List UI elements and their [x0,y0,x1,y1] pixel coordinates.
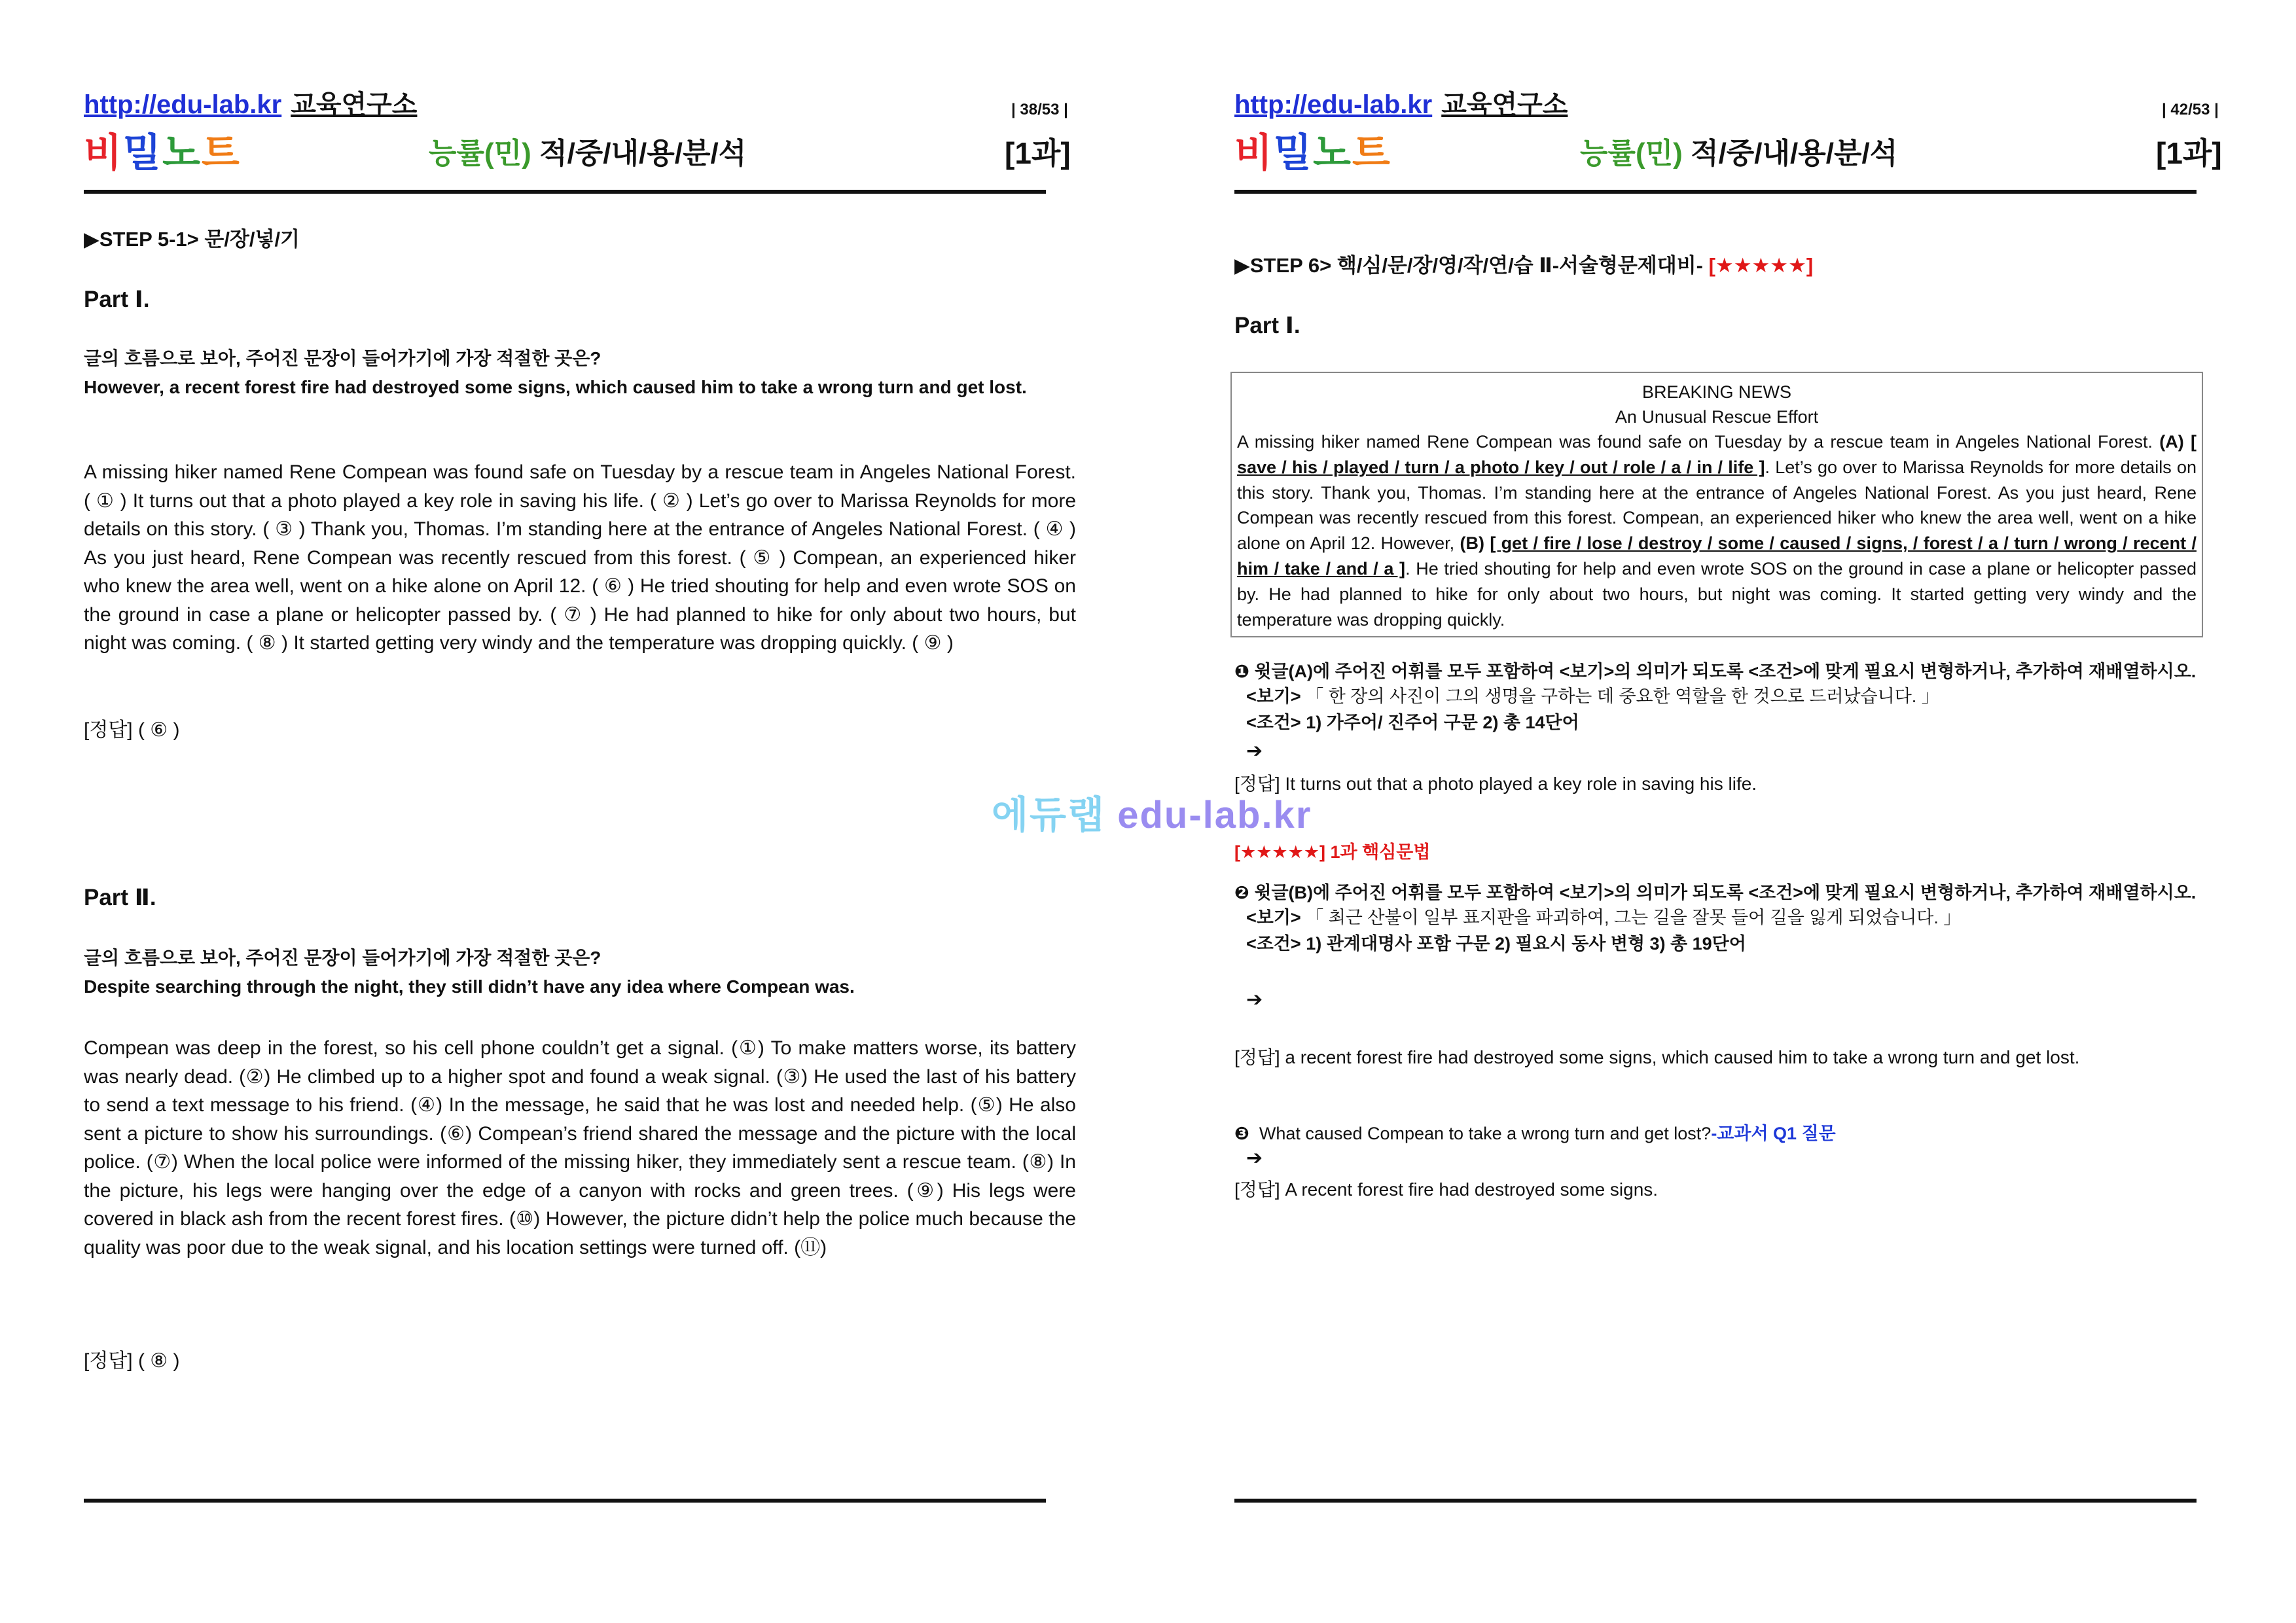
q1-instruction: ❶ 윗글(A)에 주어진 어휘를 모두 포함하여 <보기>의 의미가 되도록 <조건>에 맞게 필요시 변형하거나, 추가하여 재배열하시오. [1234,662,2197,681]
q3-question: ❸ What caused Compean to take a wrong turn and get lost?-교과서 Q1 질문 [1234,1124,1836,1143]
footer-divider [1234,1499,2197,1503]
part-2-given-sentence: Despite searching through the night, they still didn’t have any idea where Compean was. [84,976,855,997]
q3-tag: -교과서 Q1 질문 [1711,1124,1836,1143]
header-url-line [84,84,417,121]
site-link[interactable]: http://edu-lab.kr [1234,90,1433,119]
part-1-title: Part Ⅰ. [1234,313,1300,338]
news-passage-box [1230,372,2203,637]
logo: 비밀노트 [1234,131,1391,175]
watermark: 에듀랩 edu-lab.kr [992,794,1312,836]
part-2-question: 글의 흐름으로 보아, 주어진 문장이 들어가기에 가장 적절한 곳은? Despite searching through the night, they still didn’t have any idea where Compean was. [84,944,1076,1001]
q1-bogi: <보기> 「 한 장의 사진이 그의 생명을 구하는 데 중요한 역할을 한 것으로 드러났습니다. 」 [1246,687,1939,706]
difficulty-stars: [★★★★★] [1708,254,1814,277]
header-divider [84,190,1046,194]
part-1-passage: A missing hiker named Rene Compean was found safe on Tuesday by a rescue team in Angeles National Forest. ( ① ) It turns out that a photo played a key role in saving his life. ( ② ) Let’s go over to Marissa Reynolds for more details on this story. ( ③ ) Thank you, Thomas. I’m standing here at the entrance of Angeles National Forest. ( ④ ) As you just heard, Rene Compean was recently rescued from this forest. ( ⑤ ) Compean, an experienced hiker who knew the area well, went on a hike alone on April 12. ( ⑥ ) He tried shouting for help and even wrote SOS on the ground in case a plane or helicopter passed by. ( ⑦ ) He had planned to hike for only about two hours, but night was coming. ( ⑧ ) It started getting very windy and the temperature was dropping quickly. ( ⑨ ) [84,461,1076,654]
logo: 비밀노트 [84,131,241,175]
label-a: (A) [2159,432,2184,452]
part-1-title: Part Ⅰ. [84,287,150,312]
section-title: 적/중/내/용/분/석 [1691,137,1898,169]
subject-title [429,130,746,171]
site-link[interactable]: http://edu-lab.kr [84,90,282,119]
label-b: (B) [1460,533,1484,554]
part-2-title: Part Ⅱ. [84,885,156,910]
word-bank-b: [ get / fire / lose / destroy / some / caused / signs, / forest / a / turn / wrong / recent / him / take / and / a ] [1237,533,2197,579]
right-page [1148,0,2296,1623]
q2-bogi: <보기> 「 최근 산불이 일부 표지판을 파괴하여, 그는 길을 잘못 들어 길을 잃게 되었습니다. 」 [1246,908,1962,927]
q1-answer: [정답] It turns out that a photo played a key role in saving his life. [1234,774,1757,794]
q2-answer: [정답] a recent forest fire had destroyed some signs, which caused him to take a wrong turn and get lost. [1234,1047,2080,1067]
lesson-label: [1과] [1005,136,1071,170]
part-2-answer: [정답] ( ⑧ ) [84,1350,180,1372]
step-title: ▶STEP 5-1> 문/장/넣/기 [84,228,300,251]
news-subtitle: An Unusual Rescue Effort [1615,407,1819,427]
section-title: 적/중/내/용/분/석 [539,137,747,169]
subject-title [1580,130,1897,171]
lesson-label: [1과] [2156,136,2222,170]
part-2-passage: Compean was deep in the forest, so his cell phone couldn’t get a signal. (①) To make matters worse, its battery was nearly dead. (②) He climbed up to a higher spot and found a weak signal. (③) He used the last of his battery to send a text message to his friend. (④) In the message, he said that he was lost and needed help. (⑤) He also sent a picture to show his surroundings. (⑥) Compean’s friend shared the message and the picture with the local police. (⑦) When the local police were informed of the missing hiker, they immediately sent a rescue team. (⑧) In the picture, his legs were hanging over the edge of a canyon with rocks and green trees. (⑨) His legs were covered in black ash from the recent forest fires. (⑩) However, the picture didn’t help the police much because the quality was poor due to the weak signal, and his location settings were turned off. (⑪) [84,1037,1076,1258]
q1-arrow: ➔ [1246,740,1263,762]
org-name: 교육연구소 [291,90,418,119]
news-title: BREAKING NEWS [1641,382,1792,402]
org-name: 교육연구소 [1441,90,1568,119]
publisher: 능률(민) [1580,137,1683,169]
q2-instruction: ❷ 윗글(B)에 주어진 어휘를 모두 포함하여 <보기>의 의미가 되도록 <조건>에 맞게 필요시 변형하거나, 추가하여 재배열하시오. [1234,883,2197,902]
part-1-given-sentence: However, a recent forest fire had destroyed some signs, which caused him to take a wrong turn and get lost. [84,377,1027,397]
footer-divider [84,1499,1046,1503]
step-title: ▶STEP 6> 핵/심/문/장/영/작/연/습 Ⅱ-서술형문제대비- [★★★★★] [1234,254,1814,277]
q2-condition: <조건> 1) 관계대명사 포함 구문 2) 필요시 동사 변형 3) 총 19단어 [1246,934,1746,954]
header-url-line [1234,84,1568,121]
page-number: | 42/53 | [2162,101,2219,118]
page-number: | 38/53 | [1011,101,1068,118]
grammar-tag: [★★★★★] 1과 핵심문법 [1234,842,1431,862]
publisher: 능률(민) [429,137,531,169]
q2-arrow: ➔ [1246,989,1263,1010]
header-divider [1234,190,2197,194]
q1-condition: <조건> 1) 가주어/ 진주어 구문 2) 총 14단어 [1246,713,1579,732]
word-bank-a: [ save / his / played / turn / a photo / key / out / role / a / in / life ] [1237,432,2197,477]
part-1-answer: [정답] ( ⑥ ) [84,719,180,741]
q3-arrow: ➔ [1246,1147,1263,1169]
part-1-question: 글의 흐름으로 보아, 주어진 문장이 들어가기에 가장 적절한 곳은? However, a recent forest fire had destroyed some signs, which caused him to take a wrong turn and get lost. [84,344,1076,402]
news-body: A missing hiker named Rene Compean was found safe on Tuesday by a rescue team in Angeles National Forest. (A) [ save / his / played / turn / a photo / key / out / role / a / in / life ]. Let’s go over to Marissa Reynolds for more details on this story. Thank you, Thomas. I’m standing here at the entrance of Angeles National Forest. As you just heard, Rene Compean was recently rescued from this forest. Compean, an experienced hiker who knew the area well, went on a hike alone on April 12. However, (B) [ get / fire / lose / destroy / some / caused / signs, / forest / a / turn / wrong / recent / him / take / and / a ]. He tried shouting for help and even wrote SOS on the ground in case a plane or helicopter passed by. He had planned to hike for only about two hours, but night was coming. It started getting very windy and the temperature was dropping quickly. [1237,432,2197,630]
q3-answer: [정답] A recent forest fire had destroyed some signs. [1234,1179,1659,1200]
